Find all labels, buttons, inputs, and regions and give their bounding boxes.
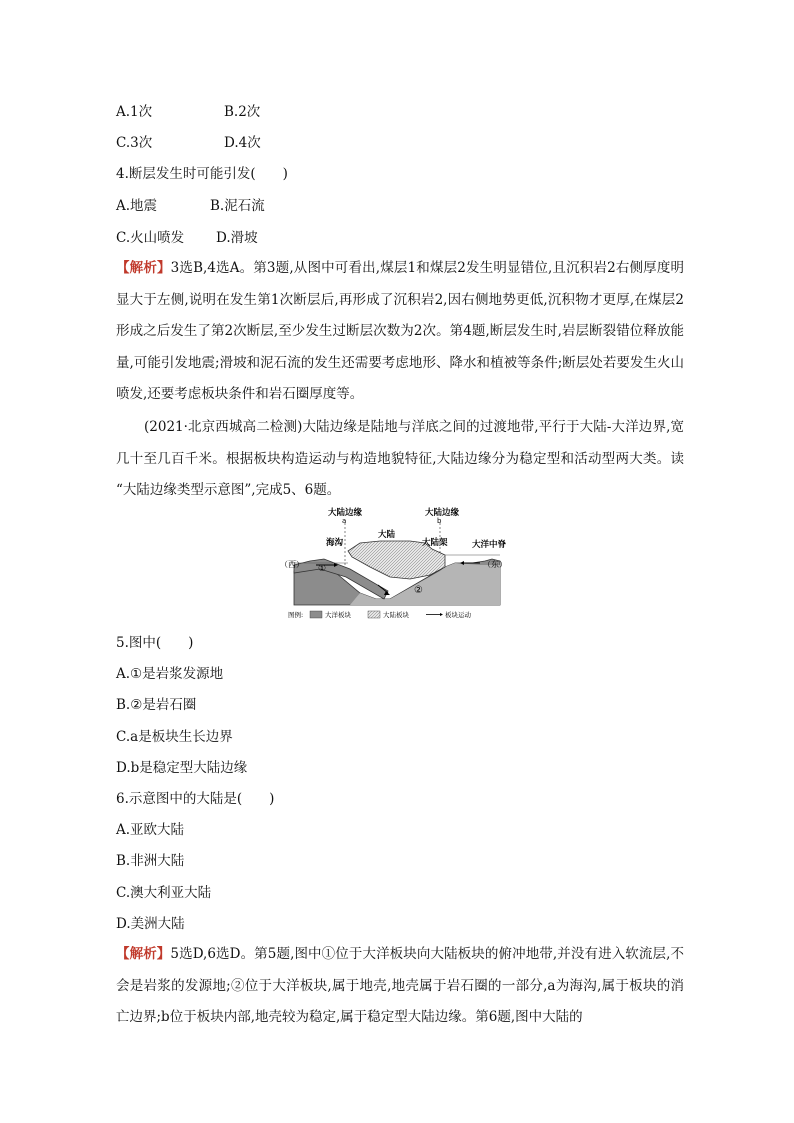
q4-option-d: D.滑坡	[216, 230, 258, 246]
q3-option-a: A.1次	[116, 104, 153, 120]
label-margin-b: 大陆边缘	[425, 508, 460, 518]
q6-option-a: A.亚欧大陆	[116, 822, 185, 838]
q4-option-c: C.火山喷发	[116, 230, 185, 246]
label-region-1: ①	[318, 564, 327, 574]
q6-option-b: B.非洲大陆	[116, 853, 185, 869]
q3-option-b: B.2次	[224, 104, 261, 120]
analysis-text-2: 5选D,6选D。第5题,图中①位于大洋板块向大陆板块的俯冲地带,并没有进入软流层,不会是岩浆的发源地;②位于大洋板块,属于地壳,地壳属于岩石圈的一部分,a为海沟,属于板块的消亡边界;b位于板块内部,地壳较为稳定,属于稳定型大陆边缘。第6题,图中大陆的	[116, 946, 685, 1025]
q5-option-b: B.②是岩石圈	[116, 697, 197, 713]
q4-stem: 4.断层发生时可能引发( )	[116, 166, 288, 182]
continental-margin-diagram	[280, 505, 515, 622]
q4-option-b: B.泥石流	[210, 198, 265, 214]
label-a: a	[342, 517, 347, 525]
label-region-2: ②	[414, 585, 423, 596]
legend-motion: 板块运动	[445, 611, 471, 619]
analysis-tag: 【解析】	[116, 260, 171, 276]
q3-option-d: D.4次	[224, 135, 261, 151]
analysis-text: 3选B,4选A。第3题,从图中可看出,煤层1和煤层2发生明显错位,且沉积岩2右侧厚度明显大于左侧,说明在发生第1次断层后,再形成了沉积岩2,因右侧地势更低,沉积物才更厚,在煤层2形成之后发生了第2次断层,至少发生过断层次数为2次。第4题,断层发生时,岩层断裂错位释放能量,可能引发地震;滑坡和泥石流的发生还需要考虑地形、降水和植被等条件;断层处若要发生火山喷发,还要考虑板块条件和岩石圈厚度等。	[116, 260, 685, 402]
q3-option-c: C.3次	[116, 135, 153, 151]
q5-option-d: D.b是稳定型大陆边缘	[116, 760, 248, 776]
label-west: （西）	[280, 560, 304, 569]
label-continent: 大陆	[378, 530, 396, 540]
legend-oceanic: 大洋板块	[325, 611, 351, 619]
q5-option-a: A.①是岩浆发源地	[116, 666, 224, 682]
analysis-paragraph-1	[116, 253, 684, 411]
legend-swatch-continental	[368, 611, 380, 618]
label-margin-a: 大陆边缘	[328, 508, 363, 518]
q6-stem: 6.示意图中的大陆是( )	[116, 791, 275, 807]
label-shelf: 大陆架	[422, 538, 448, 548]
analysis-tag-2: 【解析】	[116, 946, 171, 962]
intro-paragraph: (2021·北京西城高二检测)大陆边缘是陆地与洋底之间的过渡地带,平行于大陆-大洋边界,宽几十至几百千米。根据板块构造运动与构造地貌特征,大陆边缘分为稳定型和活动型两大类。读 “大陆边缘类型示意图”,完成5、6题。	[116, 419, 684, 498]
q6-option-c: C.澳大利亚大陆	[116, 885, 212, 901]
label-ridge: 大洋中脊	[472, 540, 507, 550]
analysis-paragraph-2	[116, 939, 684, 1034]
label-trench: 海沟	[326, 538, 344, 548]
legend-title: 图例:	[288, 611, 304, 619]
q5-option-c: C.a是板块生长边界	[116, 729, 233, 745]
legend-swatch-oceanic	[310, 611, 322, 618]
q6-option-d: D.美洲大陆	[116, 916, 185, 932]
q5-stem: 5.图中( )	[116, 635, 194, 651]
legend-continental: 大陆板块	[383, 611, 409, 619]
label-b: b	[437, 517, 442, 525]
label-east: （东）	[483, 560, 507, 569]
q4-option-a: A.地震	[116, 198, 158, 214]
